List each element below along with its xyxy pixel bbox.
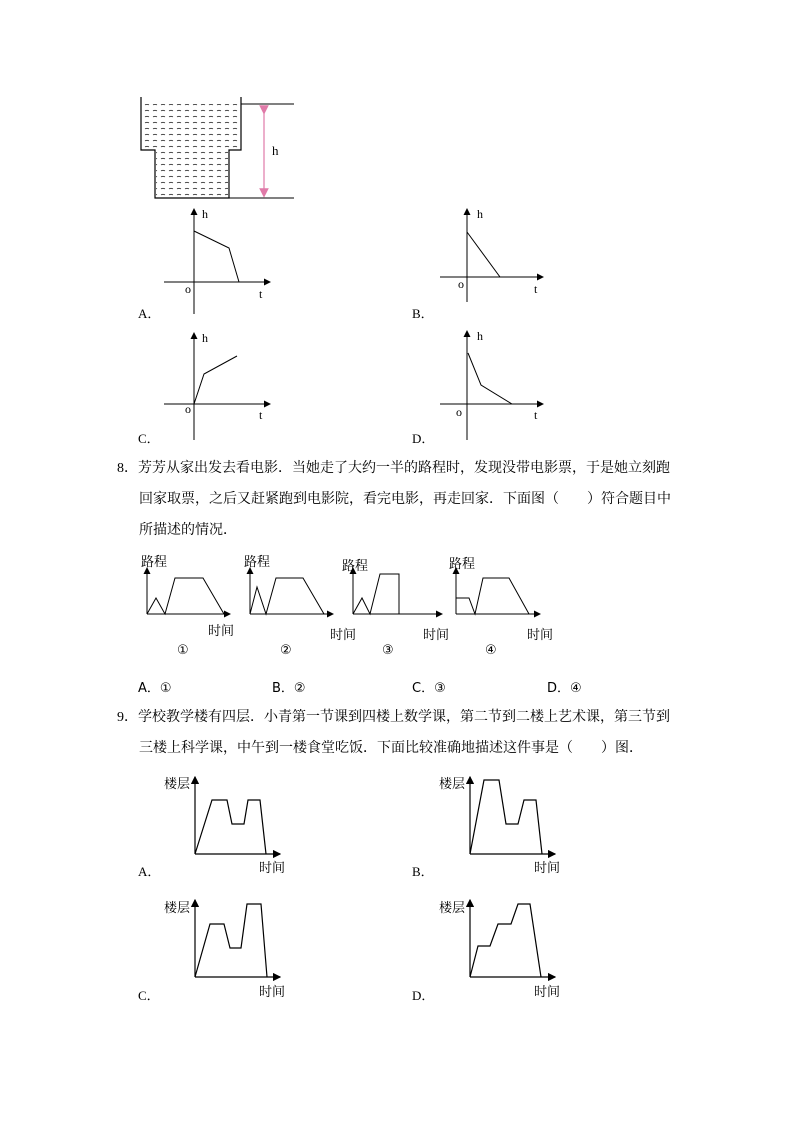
option-a-label[interactable]: A． — [138, 864, 161, 879]
y-axis-label: 楼层 — [164, 901, 191, 916]
y-axis-label: 路程 — [141, 555, 168, 570]
axis-label-t: t — [259, 287, 263, 301]
x-axis-label: 时间 — [259, 985, 286, 1000]
graph-caption: ① — [177, 643, 189, 658]
q9-graph-d — [470, 900, 555, 977]
y-axis-label: 路程 — [342, 559, 369, 574]
q9-graph-b — [470, 777, 555, 854]
option-c-label: C． — [138, 431, 160, 446]
option-b-label[interactable]: B． — [412, 864, 434, 879]
origin-label: o — [185, 402, 191, 416]
y-axis-label: 楼层 — [439, 777, 466, 792]
y-axis-label: 楼层 — [439, 901, 466, 916]
graph-caption: ② — [280, 643, 292, 658]
axis-label-h: h — [477, 329, 483, 343]
origin-label: o — [185, 282, 191, 296]
graph-caption: ③ — [382, 643, 394, 658]
x-axis-label: 时间 — [259, 861, 286, 876]
question-8-line-1: 8．芳芳从家出发去看电影．当她走了大约一半的路程时，发现没带电影票，于是她立刻跑 — [117, 460, 670, 476]
question-8-line-2: 回家取票，之后又赶紧跑到电影院，看完电影，再走回家．下面图（ ）符合题目中 — [139, 491, 671, 507]
axis-label-h: h — [477, 207, 483, 221]
origin-label: o — [456, 405, 462, 419]
option-d-label[interactable]: D． — [412, 988, 435, 1003]
option-c[interactable]: C．③ — [412, 681, 446, 696]
axis-label-h: h — [202, 331, 208, 345]
axis-label-h: h — [202, 207, 208, 221]
option-b[interactable]: B．② — [272, 681, 306, 696]
option-d[interactable]: D．④ — [547, 681, 582, 696]
x-axis-label: 时间 — [330, 628, 357, 643]
question-9-line-1: 9．学校教学楼有四层．小青第一节课到四楼上数学课，第二节到二楼上艺术课，第三节到 — [117, 709, 670, 725]
option-b-label: B． — [412, 306, 434, 321]
height-label: h — [272, 143, 279, 158]
option-a[interactable]: A．① — [138, 681, 172, 696]
option-c-label[interactable]: C． — [138, 988, 160, 1003]
y-axis-label: 路程 — [449, 557, 476, 572]
question-number: 8． — [117, 461, 138, 476]
option-d-label: D． — [412, 431, 435, 446]
origin-label: o — [458, 277, 464, 291]
x-axis-label: 时间 — [534, 861, 561, 876]
axis-label-t: t — [534, 408, 538, 422]
x-axis-label: 时间 — [208, 624, 235, 639]
y-axis-label: 楼层 — [164, 777, 191, 792]
x-axis-label: 时间 — [527, 628, 554, 643]
question-number: 9． — [117, 710, 138, 725]
graph-caption: ④ — [485, 643, 497, 658]
question-8-line-3: 所描述的情况． — [139, 522, 237, 538]
x-axis-label: 时间 — [423, 628, 450, 643]
axis-label-t: t — [534, 282, 538, 296]
question-9-line-2: 三楼上科学课，中午到一楼食堂吃饭．下面比较准确地描述这件事是（ ）图． — [139, 740, 643, 756]
y-axis-label: 路程 — [244, 555, 271, 570]
x-axis-label: 时间 — [534, 985, 561, 1000]
q9-graph-c — [195, 900, 280, 977]
option-a-label: A． — [138, 306, 161, 321]
axis-label-t: t — [259, 408, 263, 422]
q9-graph-a — [195, 777, 280, 854]
